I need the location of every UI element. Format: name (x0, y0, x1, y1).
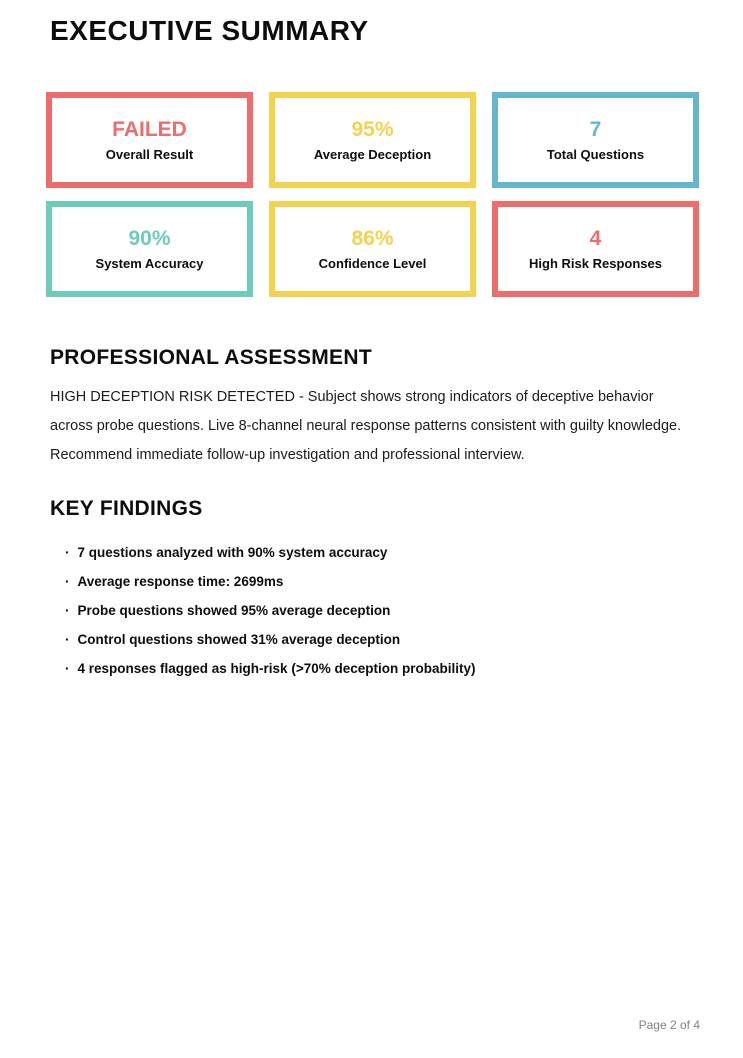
bullet-glyph: · (65, 632, 70, 647)
stat-value: 7 (589, 118, 602, 141)
stat-card-total-questions (492, 92, 699, 188)
report-page (0, 14, 743, 1058)
finding-item (50, 596, 700, 625)
stat-value: FAILED (112, 118, 187, 141)
finding-item (50, 567, 700, 596)
finding-text: Average response time: 2699ms (77, 574, 284, 589)
stat-label: Overall Result (105, 147, 194, 162)
page-number: Page 2 of 4 (638, 1018, 700, 1032)
finding-text: Probe questions showed 95% average deception (77, 603, 391, 618)
stat-card-overall-result (46, 92, 253, 188)
finding-item (50, 625, 700, 654)
stat-card-average-deception (269, 92, 476, 188)
finding-item (50, 538, 700, 567)
finding-text: 7 questions analyzed with 90% system accuracy (77, 545, 388, 560)
finding-item (50, 654, 700, 683)
bullet-glyph: · (65, 661, 70, 676)
assessment-heading: PROFESSIONAL ASSESSMENT (50, 346, 372, 369)
stat-value: 95% (351, 118, 394, 141)
key-findings-list (50, 538, 700, 683)
finding-text: Control questions showed 31% average deception (77, 632, 401, 647)
bullet-glyph: · (65, 545, 70, 560)
stat-label: Average Deception (313, 147, 432, 162)
stat-card-grid (46, 92, 699, 297)
bullet-glyph: · (65, 574, 70, 589)
assessment-body: HIGH DECEPTION RISK DETECTED - Subject shows strong indicators of deceptive behavior across probe questions. Live 8-channel neural response patterns consistent with guilty knowledge. Recommend immediate follow-up investigation and professional interview. (50, 389, 682, 463)
stat-card-system-accuracy (46, 201, 253, 297)
stat-card-confidence-level (269, 201, 476, 297)
stat-label: Total Questions (546, 147, 645, 162)
bullet-glyph: · (65, 603, 70, 618)
key-findings-heading: KEY FINDINGS (50, 497, 203, 520)
stat-label: Confidence Level (318, 256, 427, 271)
stat-value: 90% (128, 227, 171, 250)
stat-label: System Accuracy (95, 256, 204, 271)
finding-text: 4 responses flagged as high-risk (>70% deception probability) (77, 661, 476, 676)
stat-label: High Risk Responses (529, 256, 662, 271)
stat-value: 86% (351, 227, 394, 250)
stat-value: 4 (589, 227, 602, 250)
page-title: EXECUTIVE SUMMARY (50, 15, 369, 46)
stat-card-high-risk-responses (492, 201, 699, 297)
